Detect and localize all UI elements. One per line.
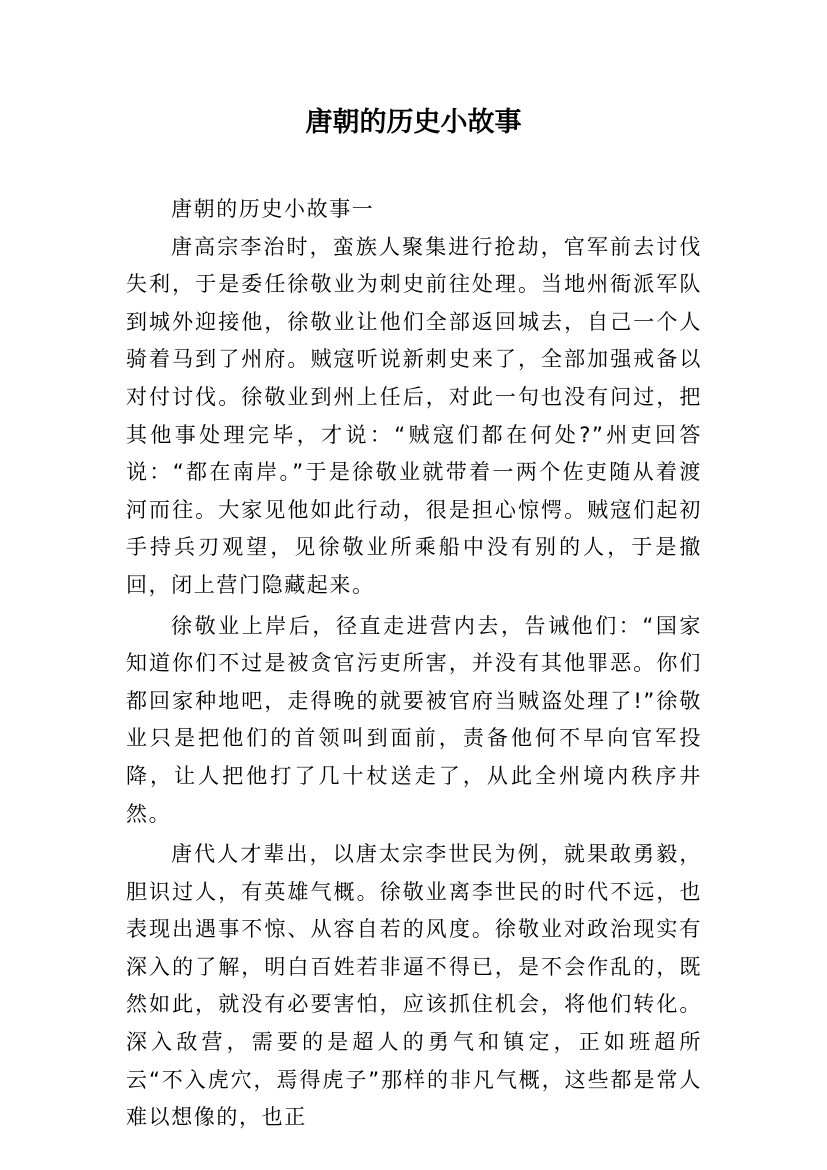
document-title: 唐朝的历史小故事 (305, 107, 522, 138)
section-heading: 唐朝的历史小故事一 (171, 197, 375, 221)
document-body (126, 191, 702, 1137)
paragraph: 唐代人才辈出，以唐太宗李世民为例，就果敢勇毅，胆识过人，有英雄气概。徐敬业离李世民的时代不远，也表现出遇事不惊、从容自若的风度。徐敬业对政治现实有深入的了解，明白百姓若非逼不得已，是不会作乱的，既然如此，就没有必要害怕，应该抓住机会，将他们转化。深入敌营，需要的是超人的勇气和镇定，正如班超所云“不入虎穴，焉得虎子”那样的非凡气概，这些都是常人难以想像的，也正 (126, 842, 702, 1130)
paragraph: 唐高宗李治时，蛮族人聚集进行抢劫，官军前去讨伐失利，于是委任徐敬业为刺史前往处理。当地州衙派军队到城外迎接他，徐敬业让他们全部返回城去，自己一个人骑着马到了州府。贼寇听说新刺史来了，全部加强戒备以对付讨伐。徐敬业到州上任后，对此一句也没有问过，把其他事处理完毕，才说：“贼寇们都在何处?”州吏回答说：“都在南岸。”于是徐敬业就带着一两个佐吏随从着渡河而往。大家见他如此行动，很是担心惊愕。贼寇们起初手持兵刃观望，见徐敬业所乘船中没有别的人，于是撤回，闭上营门隐藏起来。 (126, 234, 702, 597)
paragraph: 徐敬业上岸后，径直走进营内去，告诫他们：“国家知道你们不过是被贪官污吏所害，并没有其他罪恶。你们都回家种地吧，走得晚的就要被官府当贼盗处理了!”徐敬业只是把他们的首领叫到面前，责备他何不早向官军投降，让人把他打了几十杖送走了，从此全州境内秩序井然。 (126, 613, 702, 826)
